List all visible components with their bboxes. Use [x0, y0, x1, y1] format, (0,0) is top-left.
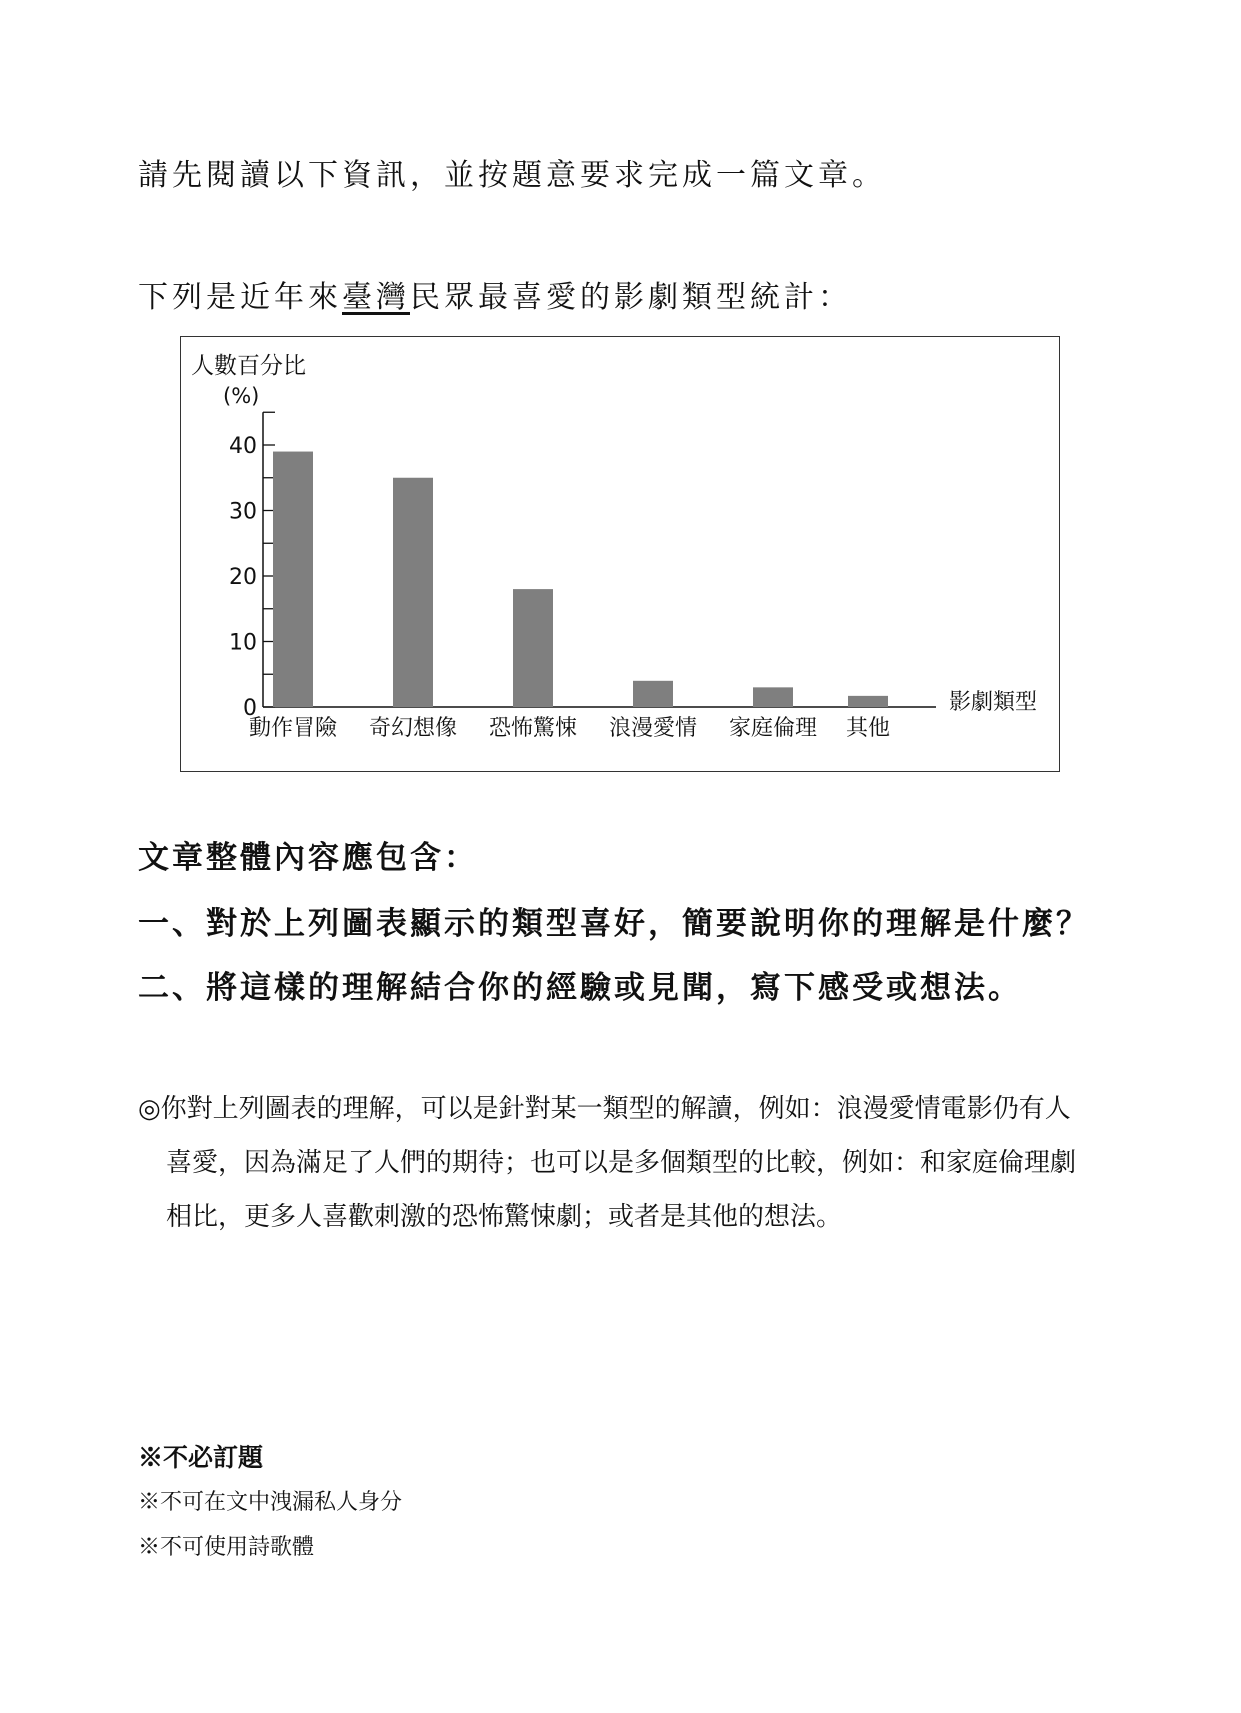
- y-tick-label: 30: [229, 499, 257, 525]
- bar: [633, 681, 673, 707]
- chart-intro-place: 臺灣: [342, 280, 410, 315]
- rule-no-title: ※不必訂題: [138, 1443, 264, 1472]
- rule-no-poetry: ※不可使用詩歌體: [138, 1535, 315, 1560]
- intro-text: 請先閱讀以下資訊，並按題意要求完成一篇文章。: [138, 158, 886, 193]
- chart-intro-text: [138, 272, 852, 316]
- y-tick-label: 40: [229, 434, 257, 459]
- y-tick-label: 10: [229, 630, 257, 656]
- chart-intro-after: 民眾最喜愛的影劇類型統計：: [410, 280, 852, 315]
- y-axis-title: 人數百分比: [191, 353, 306, 379]
- requirement-item-1: 一、對於上列圖表顯示的類型喜好，簡要說明你的理解是什麼？: [138, 906, 1090, 942]
- y-tick-label: 0: [243, 696, 257, 721]
- bar: [273, 452, 313, 707]
- y-axis-unit: (%): [223, 384, 260, 408]
- note-line-1: ◎你對上列圖表的理解，可以是針對某一類型的解讀，例如：浪漫愛情電影仍有人: [138, 1094, 1071, 1124]
- guidance-note: [138, 1082, 1118, 1244]
- bar: [848, 696, 888, 707]
- note-line-3: 相比，更多人喜歡刺激的恐怖驚悚劇；或者是其他的想法。: [166, 1202, 843, 1232]
- x-tick-label: 其他: [845, 716, 891, 741]
- bar: [513, 589, 553, 707]
- requirements-heading: 文章整體內容應包含：: [138, 840, 478, 876]
- requirement-item-2: 二、將這樣的理解結合你的經驗或見聞，寫下感受或想法。: [138, 970, 1022, 1006]
- chart-intro-before: 下列是近年來: [138, 280, 342, 315]
- x-tick-label: 恐怖驚悚: [488, 716, 578, 741]
- bar: [753, 687, 793, 707]
- note-line-2: 喜愛，因為滿足了人們的期待；也可以是多個類型的比較，例如：和家庭倫理劇: [166, 1148, 1077, 1178]
- rule-no-personal-info: ※不可在文中洩漏私人身分: [138, 1490, 403, 1515]
- chart-frame: [180, 336, 1060, 772]
- bar: [393, 478, 433, 707]
- x-axis-title: 影劇類型: [949, 690, 1038, 715]
- x-tick-label: 奇幻想像: [368, 716, 458, 741]
- y-tick-label: 20: [229, 565, 257, 590]
- x-tick-label: 動作冒險: [248, 716, 338, 741]
- x-tick-label: 家庭倫理: [728, 716, 818, 741]
- x-tick-label: 浪漫愛情: [608, 716, 698, 741]
- bar-chart: [181, 337, 1061, 773]
